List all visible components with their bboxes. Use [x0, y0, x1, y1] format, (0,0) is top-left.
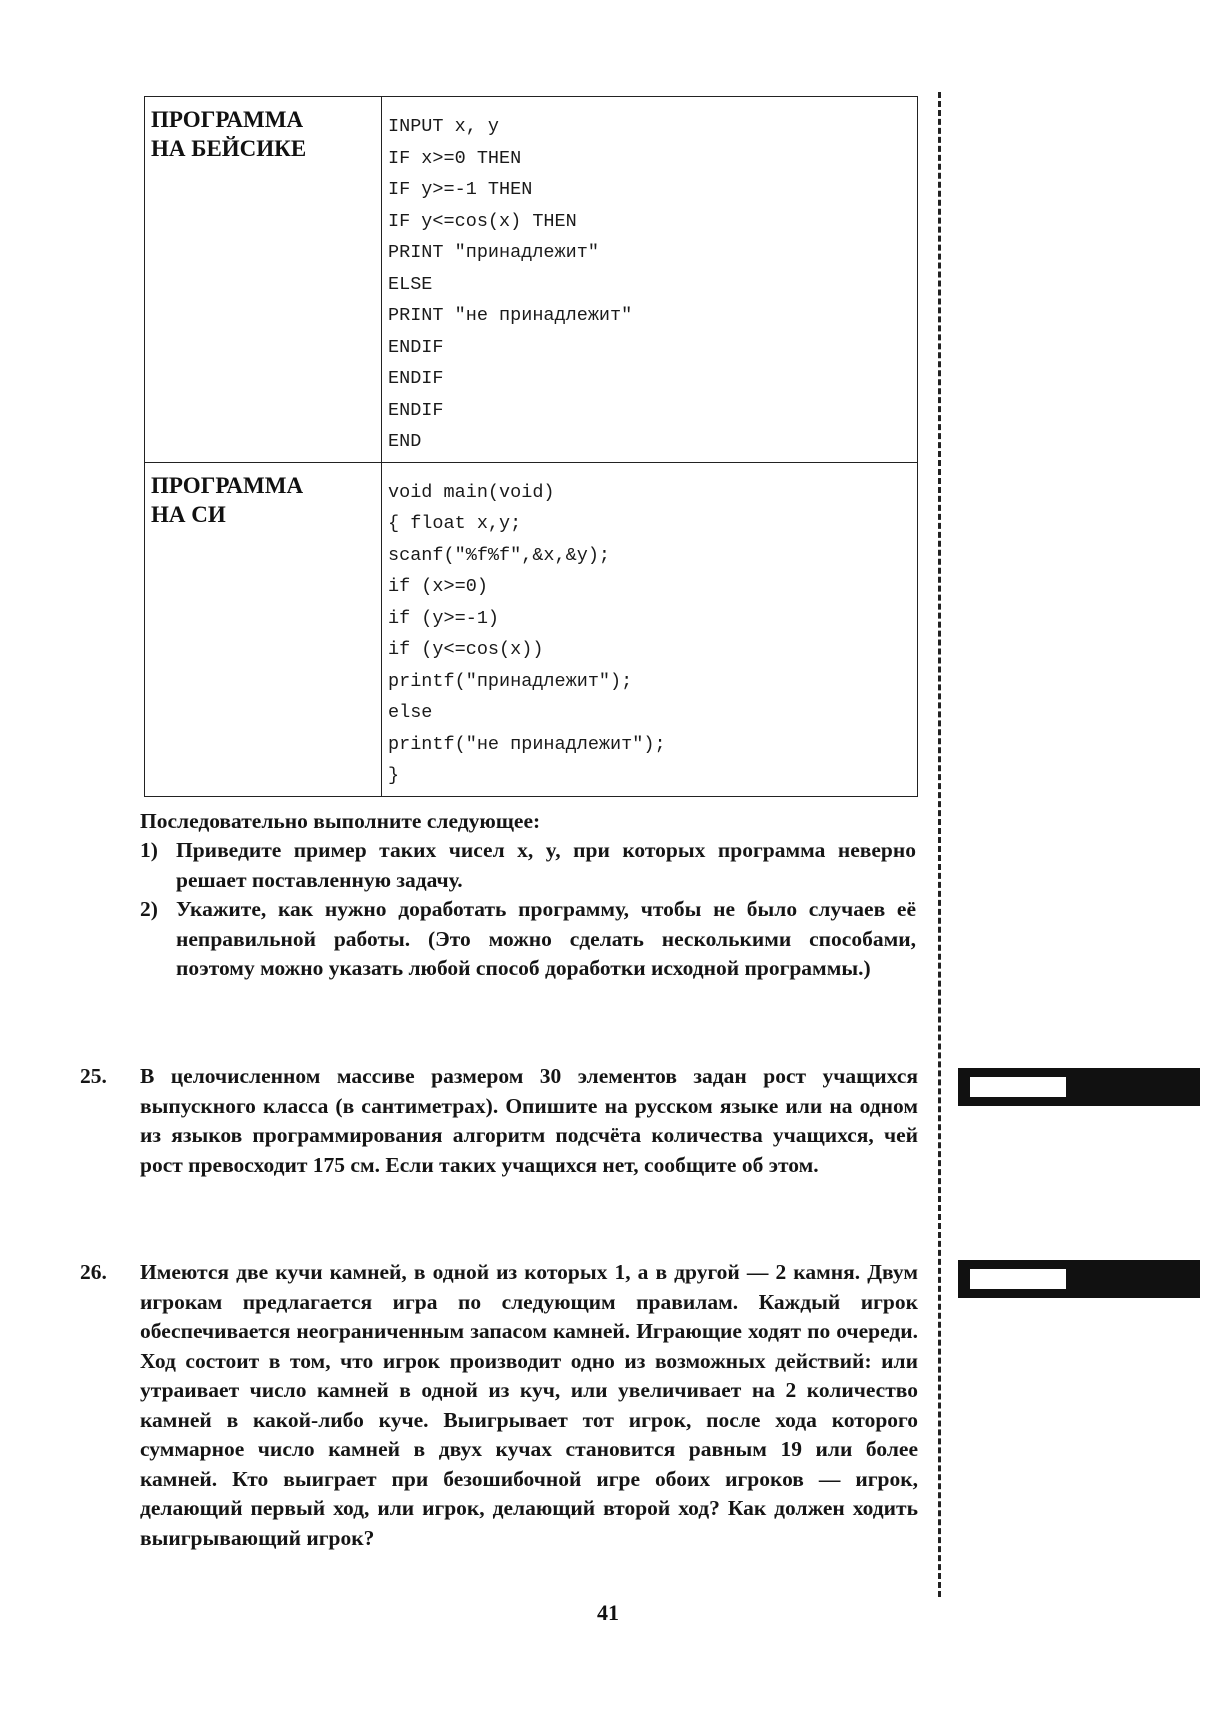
- basic-program-code: [382, 97, 918, 463]
- code-line: IF y>=-1 THEN: [388, 179, 533, 200]
- code-line: void main(void): [388, 481, 555, 503]
- code-line: if (y>=-1): [388, 607, 500, 629]
- task-number: 25.: [80, 1064, 107, 1088]
- code-line: printf("принадлежит");: [388, 670, 633, 692]
- margin-dashed-line: [938, 92, 941, 1597]
- code-line: if (x>=0): [388, 576, 488, 597]
- code-line: INPUT x, y: [388, 116, 500, 137]
- code-line: scanf("%f%f",&x,&y);: [388, 544, 611, 566]
- program-table: [144, 96, 918, 797]
- code-line: else: [388, 702, 433, 723]
- code-line: if (y<=cos(x)): [388, 639, 544, 660]
- list-item: [140, 895, 916, 984]
- basic-program-label: ПРОГРАММА НА БЕЙСИКЕ: [145, 97, 382, 463]
- c-program-code: [382, 462, 918, 796]
- code-line: IF x>=0 THEN: [388, 147, 522, 169]
- c-program-label: ПРОГРАММА НА СИ: [145, 462, 382, 796]
- answer-slot: [970, 1077, 1066, 1097]
- list-item-text: Укажите, как нужно доработать программу, чтобы не было случаев её неправильной работы. (Это можно сделать несколькими способами, поэтому можно указать любой способ доработки исходной программы.): [176, 897, 916, 980]
- task-26: [80, 1258, 918, 1553]
- code-line: END: [388, 431, 422, 452]
- code-line: PRINT "принадлежит": [388, 242, 599, 263]
- code-line: ENDIF: [388, 336, 444, 358]
- code-line: }: [388, 765, 400, 786]
- task-25: [80, 1062, 918, 1180]
- list-item: [140, 836, 916, 895]
- list-item-number: 1): [140, 838, 158, 862]
- answer-box-26: [958, 1260, 1200, 1298]
- task-text: В целочисленном массиве размером 30 элементов задан рост учащихся выпускного класса (в сантиметрах). Опишите на русском языке или на одном из языков программирования алгоритм подсчёта количества учащихся, чей рост превосходит 175 см. Если таких учащихся нет, сообщите об этом.: [140, 1064, 918, 1177]
- code-line: PRINT "не принадлежит": [388, 305, 633, 326]
- page-number: 41: [597, 1600, 619, 1625]
- task-number: 26.: [80, 1260, 107, 1284]
- c-program-row: [145, 462, 918, 796]
- code-line: ELSE: [388, 273, 433, 295]
- answer-slot: [970, 1269, 1066, 1289]
- code-line: ENDIF: [388, 399, 444, 421]
- code-line: ENDIF: [388, 368, 444, 389]
- list-item-number: 2): [140, 897, 158, 921]
- code-line: { float x,y;: [388, 513, 522, 534]
- basic-program-row: [145, 97, 918, 463]
- code-line: IF y<=cos(x) THEN: [388, 210, 577, 232]
- instructions-heading: Последовательно выполните следующее:: [140, 809, 541, 833]
- list-item-text: Приведите пример таких чисел x, y, при которых программа неверно решает поставленную задачу.: [176, 838, 916, 892]
- answer-box-25: [958, 1068, 1200, 1106]
- task-text: Имеются две кучи камней, в одной из которых 1, а в другой — 2 камня. Двум игрокам предлагается игра по следующим правилам. Каждый игрок обеспечивается неограниченным запасом камней. Играющие ходят по очереди. Ход состоит в том, что игрок производит одно из возможных действий: или утраивает число камней в одной из куч, или увеличивает на 2 количество камней в какой-либо куче. Выигрывает тот игрок, после хода которого суммарное число камней в двух кучах становится равным 19 или более камней. Кто выиграет при безошибочной игре обоих игроков — игрок, делающий первый ход, или игрок, делающий второй ход? Как должен ходить выигрывающий игрок?: [140, 1260, 918, 1550]
- code-line: printf("не принадлежит");: [388, 733, 666, 755]
- instructions-list: [140, 836, 916, 984]
